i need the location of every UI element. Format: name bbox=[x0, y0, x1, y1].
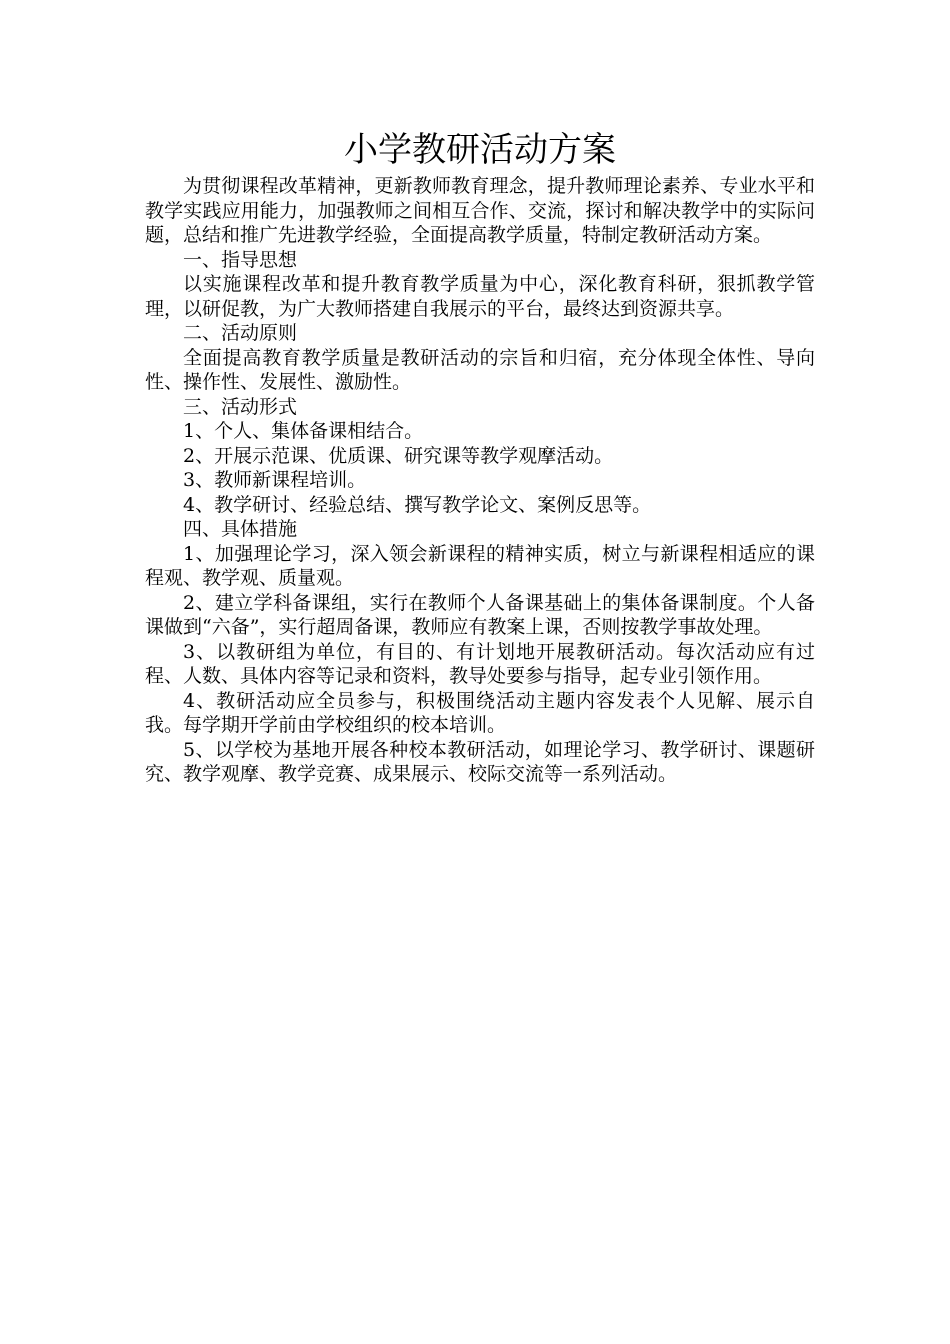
list-item-form-4: 4、教学研讨、经验总结、撰写教学论文、案例反思等。 bbox=[183, 493, 652, 516]
paragraph-principles: 全面提高教育教学质量是教研活动的宗旨和归宿，充分体现全体性、导向性、操作性、发展性、激励性。 bbox=[145, 346, 815, 393]
section-heading-measures: 四、具体措施 bbox=[183, 518, 298, 540]
section-heading-guiding-ideas: 一、指导思想 bbox=[183, 248, 298, 271]
list-item-measure-2: 2、建立学科备课组，实行在教师个人备课基础上的集体备课制度。个人备课做到“六备”，实行超周备课，教师应有教案上课，否则按教学事故处理。 bbox=[145, 591, 815, 638]
section-heading-forms: 三、活动形式 bbox=[183, 395, 298, 418]
document-body bbox=[145, 128, 815, 787]
list-item-measure-5: 5、以学校为基地开展各种校本教研活动，如理论学习、教学研讨、课题研究、教学观摩、教学竞赛、成果展示、校际交流等一系列活动。 bbox=[145, 738, 815, 785]
section-heading-principles: 二、活动原则 bbox=[183, 322, 298, 344]
paragraph-guiding-ideas: 以实施课程改革和提升教育教学质量为中心，深化教育科研，狠抓教学管理，以研促教，为广大教师搭建自我展示的平台，最终达到资源共享。 bbox=[145, 273, 815, 320]
list-item-measure-4: 4、教研活动应全员参与，积极围绕活动主题内容发表个人见解、展示自我。每学期开学前由学校组织的校本培训。 bbox=[145, 689, 815, 736]
list-item-form-3: 3、教师新课程培训。 bbox=[183, 469, 367, 491]
paragraph-intro: 为贯彻课程改革精神，更新教师教育理念，提升教师理论素养、专业水平和教学实践应用能力，加强教师之间相互合作、交流，探讨和解决教学中的实际问题，总结和推广先进教学经验，全面提高教学质量，特制定教研活动方案。 bbox=[145, 175, 815, 246]
list-item-measure-1: 1、加强理论学习，深入领会新课程的精神实质，树立与新课程相适应的课程观、教学观、质量观。 bbox=[145, 542, 815, 589]
list-item-form-2: 2、开展示范课、优质课、研究课等教学观摩活动。 bbox=[183, 444, 614, 467]
list-item-measure-3: 3、以教研组为单位，有目的、有计划地开展教研活动。每次活动应有过程、人数、具体内容等记录和资料，教导处要参与指导，起专业引领作用。 bbox=[145, 640, 815, 687]
document-title: 小学教研活动方案 bbox=[344, 130, 616, 170]
list-item-form-1: 1、个人、集体备课相结合。 bbox=[183, 420, 424, 442]
